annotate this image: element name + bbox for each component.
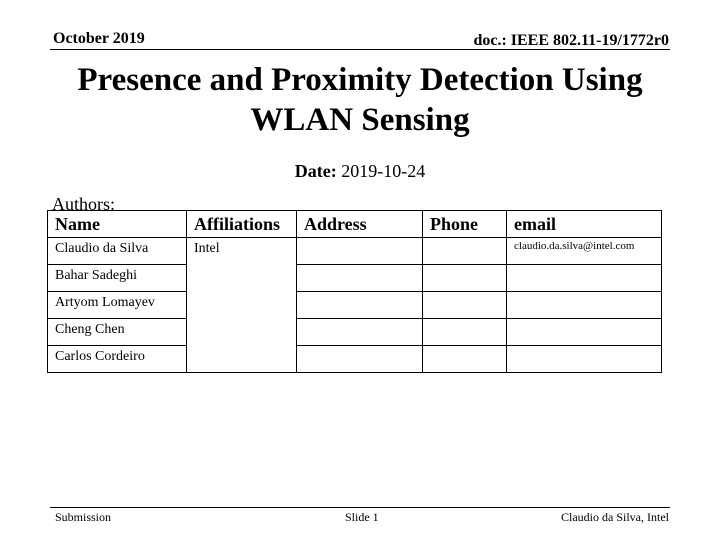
author-email: claudio.da.silva@intel.com [507, 238, 662, 265]
table-row [48, 238, 662, 265]
slide-title-line-1: Presence and Proximity Detection Using [77, 62, 643, 98]
footer-divider [50, 507, 670, 508]
table-row [48, 319, 662, 346]
author-address [297, 292, 423, 319]
author-name: Claudio da Silva [48, 238, 187, 265]
table-header-row [48, 211, 662, 238]
table-row [48, 265, 662, 292]
author-name: Artyom Lomayev [48, 292, 187, 319]
author-email [507, 319, 662, 346]
author-phone [423, 265, 507, 292]
authors-label: Authors: [52, 194, 115, 214]
author-address [297, 346, 423, 373]
slide-title [40, 60, 680, 140]
date-line [0, 160, 720, 182]
column-header-name: Name [48, 211, 187, 238]
author-affiliation: Intel [187, 238, 297, 373]
table-row [48, 292, 662, 319]
authors-table [47, 210, 662, 373]
date-value: 2019-10-24 [341, 161, 426, 181]
author-email [507, 265, 662, 292]
author-phone [423, 292, 507, 319]
header-doc-id: doc.: IEEE 802.11-19/1772r0 [473, 32, 669, 49]
author-phone [423, 346, 507, 373]
author-address [297, 238, 423, 265]
slide-title-line-2: WLAN Sensing [250, 102, 470, 138]
author-phone [423, 319, 507, 346]
author-email [507, 292, 662, 319]
author-name: Bahar Sadeghi [48, 265, 187, 292]
date-label: Date: [294, 161, 337, 181]
footer-submission: Submission [55, 510, 112, 524]
author-name: Carlos Cordeiro [48, 346, 187, 373]
column-header-email: email [507, 211, 662, 238]
column-header-phone: Phone [423, 211, 507, 238]
table-row [48, 346, 662, 373]
author-address [297, 319, 423, 346]
header-divider [50, 49, 670, 50]
author-name: Cheng Chen [48, 319, 187, 346]
author-phone [423, 238, 507, 265]
author-email [507, 346, 662, 373]
column-header-address: Address [297, 211, 423, 238]
footer-author: Claudio da Silva, Intel [561, 510, 669, 524]
footer-slide-number: Slide 1 [345, 510, 379, 524]
author-address [297, 265, 423, 292]
column-header-affiliations: Affiliations [187, 211, 297, 238]
header-date: October 2019 [53, 30, 145, 47]
